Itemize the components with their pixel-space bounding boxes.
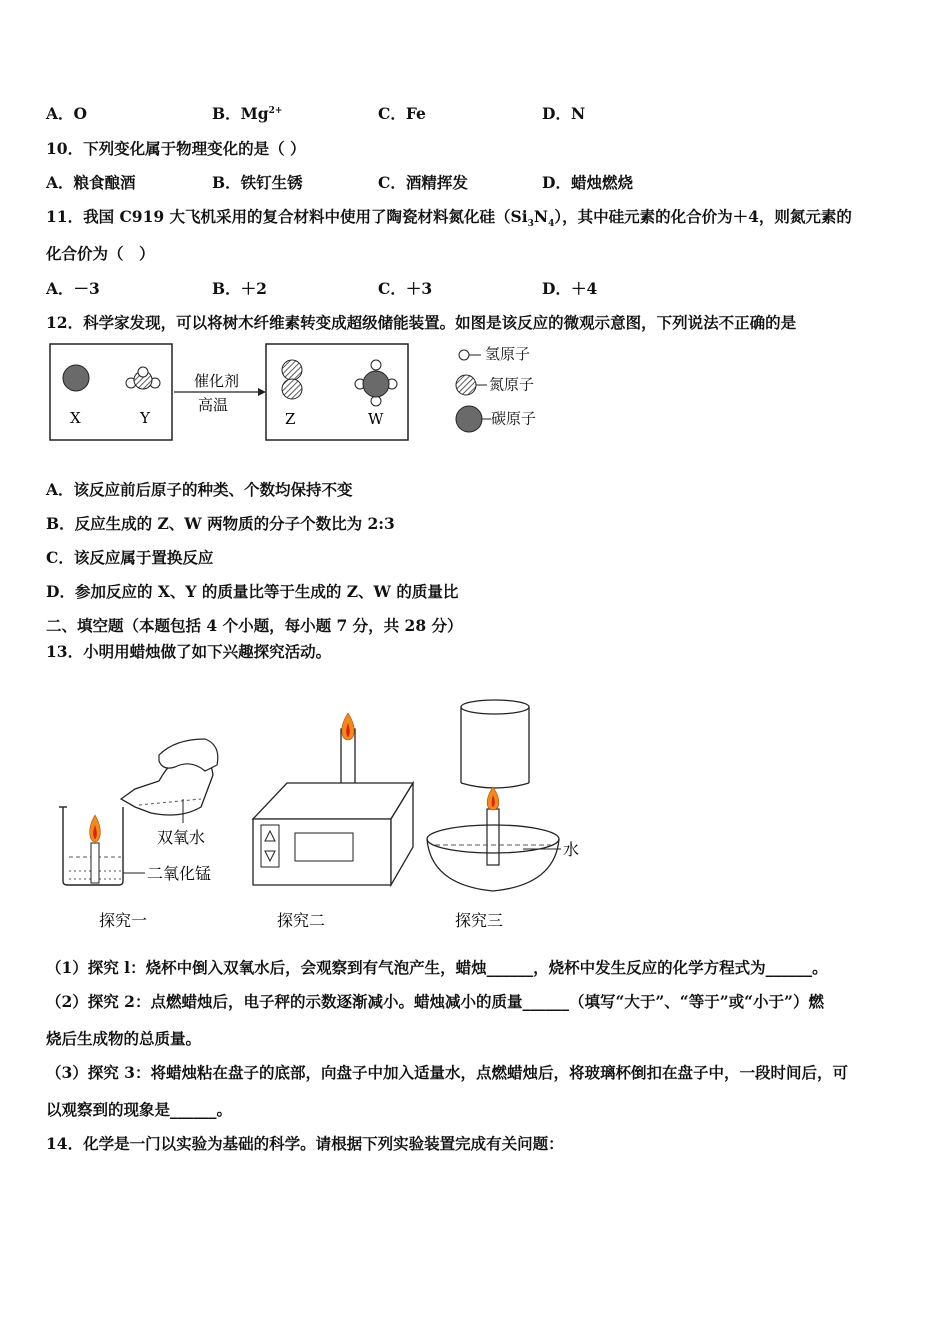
q9-option-b	[212, 102, 282, 124]
legend-nitrogen-label: 氮原子	[489, 375, 535, 394]
experiment-1	[59, 739, 218, 930]
nitrogen-legend-icon	[455, 373, 489, 397]
q12-option-d: D．参加反应的 X、Y 的质量比等于生成的 Z、W 的质量比	[46, 582, 459, 601]
candle-experiments-figure	[55, 695, 595, 935]
legend-hydrogen-label: 氢原子	[485, 345, 531, 363]
arrow-head	[258, 388, 266, 396]
q12-stem: 12．科学家发现，可以将树木纤维素转变成超级储能装置。如图是该反应的微观示意图，下列说法不正确的是	[46, 313, 797, 332]
q12-option-a: A．该反应前后原子的种类、个数均保持不变	[46, 480, 353, 499]
q9-option-d: D．N	[542, 104, 586, 123]
hydrogen-legend-icon	[455, 347, 485, 363]
carbon-legend-icon	[455, 405, 491, 433]
q11-sub-4: 4	[548, 219, 555, 230]
label-mno2: 二氧化锰	[147, 864, 212, 883]
label-z: Z	[285, 410, 296, 428]
q13-part-2-line2: 烧后生成物的总质量。	[46, 1029, 202, 1048]
z-nitrogen-atom-2	[282, 379, 302, 399]
q11-stem-mid: N	[533, 207, 549, 226]
caption-experiment-3: 探究三	[455, 911, 504, 930]
legend-nitrogen	[455, 373, 534, 397]
q11-stem-post: ），其中硅元素的化合价为＋4，则氮元素的	[554, 207, 852, 226]
label-water: 水	[563, 840, 580, 859]
w-hydrogen-atom-top	[371, 360, 381, 370]
label-w: W	[368, 410, 384, 428]
label-y: Y	[140, 409, 150, 427]
q13-part-3-line2: 以观察到的现象是______。	[46, 1100, 233, 1119]
experiment-3	[427, 700, 579, 930]
q10-option-d: D．蜡烛燃烧	[542, 173, 633, 192]
q10-stem: 10．下列变化属于物理变化的是（ ）	[46, 139, 306, 158]
q11-stem	[46, 205, 852, 229]
reaction-diagram	[48, 342, 418, 444]
x-carbon-atom	[63, 365, 89, 391]
q11-option-d: D．＋4	[542, 279, 598, 298]
q9-option-c: C．Fe	[378, 104, 426, 123]
q10-option-b: B．铁钉生锈	[212, 173, 303, 192]
label-h2o2: 双氧水	[157, 828, 206, 847]
q11-stem-line2: 化合价为（ ）	[46, 244, 155, 263]
q13-part-1: （1）探究 l：烧杯中倒入双氧水后，会观察到有气泡产生，蜡烛______，烧杯中发生反应的化学方程式为______。	[46, 958, 828, 977]
label-catalyst: 催化剂	[194, 372, 240, 390]
q13-part-2-line1: （2）探究 2：点燃蜡烛后，电子秤的示数逐渐减小。蜡烛减小的质量______（填写“大于”、“等于”或“小于”）燃	[46, 992, 824, 1011]
q11-option-b: B．＋2	[212, 279, 267, 298]
q14-stem: 14．化学是一门以实验为基础的科学。请根据下列实验装置完成有关问题：	[46, 1134, 564, 1153]
caption-experiment-2: 探究二	[277, 911, 326, 930]
y-hydrogen-atom-3	[138, 367, 148, 377]
q9-option-b-charge: 2+	[268, 105, 283, 116]
q11-option-c: C．＋3	[378, 279, 433, 298]
caption-experiment-1: 探究一	[99, 911, 148, 930]
q9-option-a: A．O	[46, 104, 88, 123]
q12-option-b: B．反应生成的 Z、W 两物质的分子个数比为 2:3	[46, 514, 395, 533]
q11-stem-pre: 11．我国 C919 大飞机采用的复合材料中使用了陶瓷材料氮化硅（Si	[46, 207, 528, 226]
label-high-temp: 高温	[198, 396, 229, 414]
q13-part-3-line1: （3）探究 3：将蜡烛粘在盘子的底部，向盘子中加入适量水，点燃蜡烛后，将玻璃杯倒扣在盘子中，一段时间后，可	[46, 1063, 848, 1082]
experiment-2	[253, 713, 413, 930]
legend-carbon	[455, 405, 536, 433]
legend-carbon-label: 碳原子	[491, 409, 537, 428]
w-carbon-atom	[363, 371, 389, 397]
reactants-box	[50, 344, 172, 440]
q9-option-b-text: B．Mg	[212, 104, 269, 123]
section-2-heading: 二、填空题（本题包括 4 个小题，每小题 7 分，共 28 分）	[46, 616, 463, 635]
z-nitrogen-atom-1	[282, 360, 302, 380]
label-x: X	[70, 409, 81, 427]
q12-option-c: C．该反应属于置换反应	[46, 548, 214, 567]
q11-option-a: A．－3	[46, 279, 100, 298]
q10-option-a: A．粮食酿酒	[46, 173, 136, 192]
q10-option-c: C．酒精挥发	[378, 173, 468, 192]
q13-stem: 13．小明用蜡烛做了如下兴趣探究活动。	[46, 642, 332, 661]
q11-sub-3: 3	[527, 219, 534, 230]
legend-hydrogen	[455, 343, 530, 364]
